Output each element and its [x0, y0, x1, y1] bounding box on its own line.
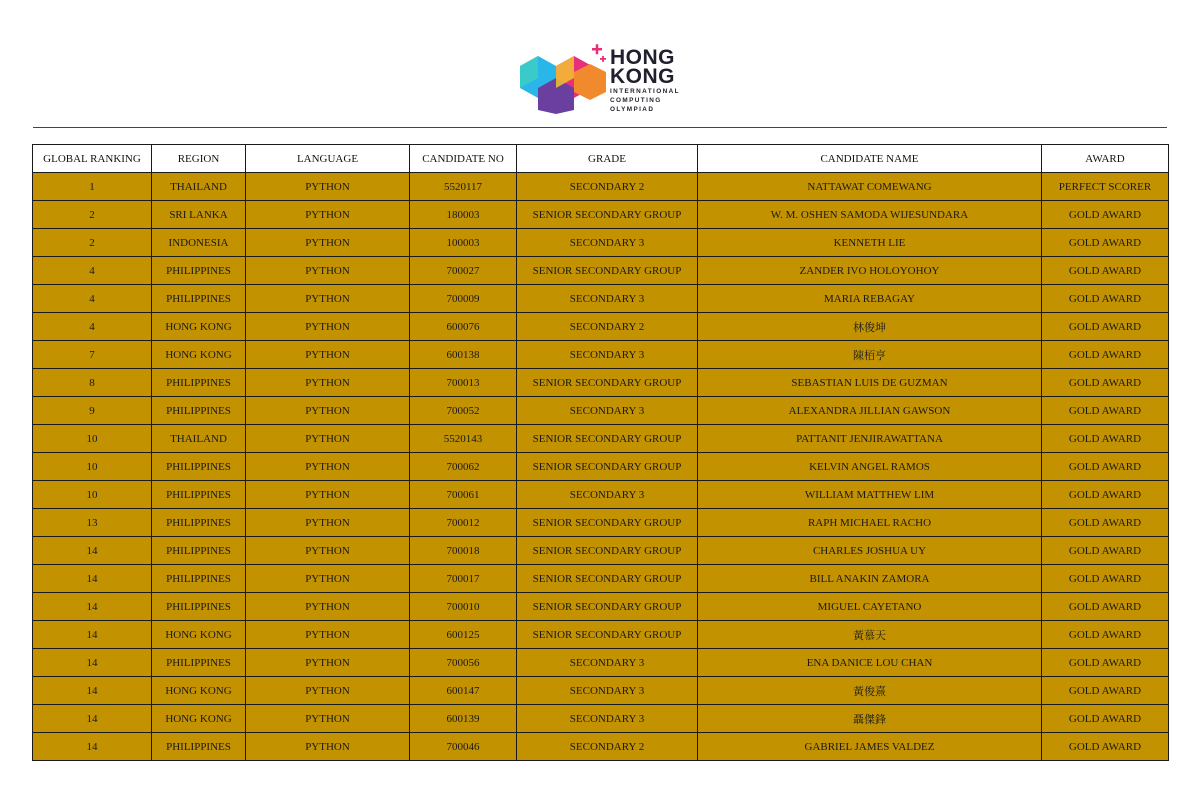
cell-candidate-name: MARIA REBAGAY [698, 285, 1042, 313]
table-row [33, 621, 1169, 649]
cell-language: PYTHON [246, 677, 410, 705]
cell-grade: SENIOR SECONDARY GROUP [517, 369, 698, 397]
cell-grade: SENIOR SECONDARY GROUP [517, 425, 698, 453]
cell-candidate-name: SEBASTIAN LUIS DE GUZMAN [698, 369, 1042, 397]
table-body [33, 173, 1169, 761]
logo-line-computing: COMPUTING [610, 97, 662, 104]
cell-award: GOLD AWARD [1042, 593, 1169, 621]
cell-candidate-no: 600125 [410, 621, 517, 649]
table-row [33, 229, 1169, 257]
table-row [33, 313, 1169, 341]
cell-region: PHILIPPINES [152, 733, 246, 761]
cell-candidate-name: ZANDER IVO HOLOYOHOY [698, 257, 1042, 285]
cell-region: PHILIPPINES [152, 453, 246, 481]
cell-language: PYTHON [246, 341, 410, 369]
logo-line-kong: KONG [610, 65, 675, 88]
cell-award: GOLD AWARD [1042, 229, 1169, 257]
cell-candidate-name: 陳栢亨 [698, 341, 1042, 369]
cell-language: PYTHON [246, 481, 410, 509]
cell-award: GOLD AWARD [1042, 481, 1169, 509]
cell-region: PHILIPPINES [152, 593, 246, 621]
cell-language: PYTHON [246, 565, 410, 593]
cell-award: GOLD AWARD [1042, 257, 1169, 285]
cell-candidate-name: 黃慕天 [698, 621, 1042, 649]
cell-candidate-name: 聶傑鋒 [698, 705, 1042, 733]
cell-candidate-no: 600139 [410, 705, 517, 733]
cell-candidate-name: CHARLES JOSHUA UY [698, 537, 1042, 565]
cell-grade: SECONDARY 3 [517, 649, 698, 677]
cell-language: PYTHON [246, 285, 410, 313]
header-global-ranking: GLOBAL RANKING [33, 145, 152, 173]
table-row [33, 509, 1169, 537]
cell-global-ranking: 4 [33, 313, 152, 341]
table-row [33, 369, 1169, 397]
cell-candidate-name: GABRIEL JAMES VALDEZ [698, 733, 1042, 761]
cell-language: PYTHON [246, 397, 410, 425]
logo-wordmark [610, 48, 680, 113]
table-row [33, 481, 1169, 509]
cell-grade: SENIOR SECONDARY GROUP [517, 621, 698, 649]
cell-candidate-name: KENNETH LIE [698, 229, 1042, 257]
cell-grade: SECONDARY 3 [517, 285, 698, 313]
cell-language: PYTHON [246, 593, 410, 621]
cell-language: PYTHON [246, 229, 410, 257]
cell-candidate-no: 700013 [410, 369, 517, 397]
cell-region: PHILIPPINES [152, 509, 246, 537]
cell-candidate-no: 700061 [410, 481, 517, 509]
cell-grade: SECONDARY 2 [517, 173, 698, 201]
table-row [33, 565, 1169, 593]
table-header-row [33, 145, 1169, 173]
header-candidate-no: CANDIDATE NO [410, 145, 517, 173]
cell-candidate-name: ALEXANDRA JILLIAN GAWSON [698, 397, 1042, 425]
cell-award: GOLD AWARD [1042, 369, 1169, 397]
cell-region: PHILIPPINES [152, 397, 246, 425]
cell-grade: SENIOR SECONDARY GROUP [517, 257, 698, 285]
cell-global-ranking: 13 [33, 509, 152, 537]
cell-language: PYTHON [246, 509, 410, 537]
cell-region: INDONESIA [152, 229, 246, 257]
cell-region: HONG KONG [152, 313, 246, 341]
cell-grade: SECONDARY 3 [517, 341, 698, 369]
logo-line-international: INTERNATIONAL [610, 88, 680, 95]
cell-global-ranking: 14 [33, 649, 152, 677]
cell-candidate-no: 600138 [410, 341, 517, 369]
cell-global-ranking: 14 [33, 565, 152, 593]
cell-candidate-no: 700018 [410, 537, 517, 565]
header-language: LANGUAGE [246, 145, 410, 173]
cell-award: GOLD AWARD [1042, 733, 1169, 761]
cell-region: PHILIPPINES [152, 649, 246, 677]
cell-region: PHILIPPINES [152, 369, 246, 397]
cell-region: PHILIPPINES [152, 565, 246, 593]
cell-region: THAILAND [152, 173, 246, 201]
cell-candidate-no: 700012 [410, 509, 517, 537]
header-region: REGION [152, 145, 246, 173]
table-row [33, 397, 1169, 425]
cell-region: HONG KONG [152, 705, 246, 733]
cell-global-ranking: 2 [33, 201, 152, 229]
table-row [33, 201, 1169, 229]
cell-award: GOLD AWARD [1042, 621, 1169, 649]
cell-award: GOLD AWARD [1042, 537, 1169, 565]
table-row [33, 425, 1169, 453]
cell-region: HONG KONG [152, 677, 246, 705]
cell-global-ranking: 8 [33, 369, 152, 397]
cell-candidate-no: 5520117 [410, 173, 517, 201]
cell-candidate-no: 700017 [410, 565, 517, 593]
cell-region: PHILIPPINES [152, 285, 246, 313]
cell-candidate-name: W. M. OSHEN SAMODA WIJESUNDARA [698, 201, 1042, 229]
cell-candidate-no: 5520143 [410, 425, 517, 453]
table-row [33, 173, 1169, 201]
cell-award: GOLD AWARD [1042, 705, 1169, 733]
header-divider [33, 127, 1167, 128]
cell-grade: SECONDARY 2 [517, 313, 698, 341]
table-row [33, 593, 1169, 621]
cell-award: GOLD AWARD [1042, 397, 1169, 425]
cell-award: GOLD AWARD [1042, 649, 1169, 677]
cell-language: PYTHON [246, 173, 410, 201]
cell-grade: SECONDARY 3 [517, 481, 698, 509]
cell-language: PYTHON [246, 649, 410, 677]
cell-language: PYTHON [246, 257, 410, 285]
cell-candidate-name: PATTANIT JENJIRAWATTANA [698, 425, 1042, 453]
header-candidate-name: CANDIDATE NAME [698, 145, 1042, 173]
cell-award: GOLD AWARD [1042, 509, 1169, 537]
cell-region: HONG KONG [152, 621, 246, 649]
cell-candidate-no: 600076 [410, 313, 517, 341]
cell-global-ranking: 10 [33, 481, 152, 509]
table-row [33, 285, 1169, 313]
cell-grade: SENIOR SECONDARY GROUP [517, 201, 698, 229]
table-row [33, 537, 1169, 565]
cell-candidate-name: MIGUEL CAYETANO [698, 593, 1042, 621]
cell-global-ranking: 4 [33, 285, 152, 313]
cell-global-ranking: 14 [33, 621, 152, 649]
table-row [33, 733, 1169, 761]
cell-language: PYTHON [246, 201, 410, 229]
cell-candidate-name: ENA DANICE LOU CHAN [698, 649, 1042, 677]
cell-award: GOLD AWARD [1042, 285, 1169, 313]
cell-language: PYTHON [246, 369, 410, 397]
table-row [33, 649, 1169, 677]
cell-global-ranking: 9 [33, 397, 152, 425]
cell-global-ranking: 14 [33, 705, 152, 733]
cell-global-ranking: 1 [33, 173, 152, 201]
cell-candidate-no: 700027 [410, 257, 517, 285]
cell-global-ranking: 14 [33, 677, 152, 705]
cell-region: PHILIPPINES [152, 481, 246, 509]
cell-grade: SENIOR SECONDARY GROUP [517, 453, 698, 481]
cell-grade: SECONDARY 3 [517, 705, 698, 733]
hexagon-cluster-icon [518, 44, 610, 114]
cell-global-ranking: 4 [33, 257, 152, 285]
cell-award: GOLD AWARD [1042, 201, 1169, 229]
table-row [33, 341, 1169, 369]
cell-candidate-name: WILLIAM MATTHEW LIM [698, 481, 1042, 509]
cell-candidate-name: RAPH MICHAEL RACHO [698, 509, 1042, 537]
cell-award: GOLD AWARD [1042, 677, 1169, 705]
cell-candidate-name: NATTAWAT COMEWANG [698, 173, 1042, 201]
cell-award: GOLD AWARD [1042, 565, 1169, 593]
cell-global-ranking: 10 [33, 425, 152, 453]
cell-language: PYTHON [246, 733, 410, 761]
cell-candidate-name: BILL ANAKIN ZAMORA [698, 565, 1042, 593]
cell-candidate-name: 林俊坤 [698, 313, 1042, 341]
cell-region: HONG KONG [152, 341, 246, 369]
cell-language: PYTHON [246, 621, 410, 649]
cell-candidate-no: 700010 [410, 593, 517, 621]
cell-global-ranking: 14 [33, 733, 152, 761]
cell-award: GOLD AWARD [1042, 313, 1169, 341]
cell-grade: SENIOR SECONDARY GROUP [517, 593, 698, 621]
cell-region: SRI LANKA [152, 201, 246, 229]
cell-grade: SENIOR SECONDARY GROUP [517, 565, 698, 593]
table-row [33, 705, 1169, 733]
cell-language: PYTHON [246, 537, 410, 565]
cell-candidate-no: 700056 [410, 649, 517, 677]
cell-language: PYTHON [246, 425, 410, 453]
cell-region: THAILAND [152, 425, 246, 453]
cell-grade: SECONDARY 3 [517, 677, 698, 705]
table-row [33, 257, 1169, 285]
cell-region: PHILIPPINES [152, 257, 246, 285]
table-row [33, 453, 1169, 481]
cell-award: PERFECT SCORER [1042, 173, 1169, 201]
cell-global-ranking: 14 [33, 593, 152, 621]
cell-region: PHILIPPINES [152, 537, 246, 565]
cell-grade: SECONDARY 2 [517, 733, 698, 761]
cell-award: GOLD AWARD [1042, 425, 1169, 453]
cell-global-ranking: 2 [33, 229, 152, 257]
cell-global-ranking: 10 [33, 453, 152, 481]
cell-grade: SENIOR SECONDARY GROUP [517, 537, 698, 565]
cell-candidate-no: 180003 [410, 201, 517, 229]
cell-candidate-no: 700046 [410, 733, 517, 761]
table-row [33, 677, 1169, 705]
cell-language: PYTHON [246, 453, 410, 481]
results-table [32, 144, 1169, 761]
header-grade: GRADE [517, 145, 698, 173]
cell-award: GOLD AWARD [1042, 453, 1169, 481]
cell-candidate-no: 100003 [410, 229, 517, 257]
header-award: AWARD [1042, 145, 1169, 173]
cell-grade: SECONDARY 3 [517, 229, 698, 257]
cell-grade: SENIOR SECONDARY GROUP [517, 509, 698, 537]
cell-candidate-no: 700062 [410, 453, 517, 481]
cell-candidate-no: 700052 [410, 397, 517, 425]
cell-grade: SECONDARY 3 [517, 397, 698, 425]
logo-line-hong: HONG [610, 46, 675, 69]
cell-candidate-name: 黃俊熹 [698, 677, 1042, 705]
hkico-logo [518, 44, 688, 114]
cell-language: PYTHON [246, 313, 410, 341]
cell-global-ranking: 14 [33, 537, 152, 565]
logo-line-olympiad: OLYMPIAD [610, 106, 655, 113]
cell-award: GOLD AWARD [1042, 341, 1169, 369]
cell-candidate-no: 600147 [410, 677, 517, 705]
cell-global-ranking: 7 [33, 341, 152, 369]
cell-candidate-name: KELVIN ANGEL RAMOS [698, 453, 1042, 481]
cell-candidate-no: 700009 [410, 285, 517, 313]
cell-language: PYTHON [246, 705, 410, 733]
